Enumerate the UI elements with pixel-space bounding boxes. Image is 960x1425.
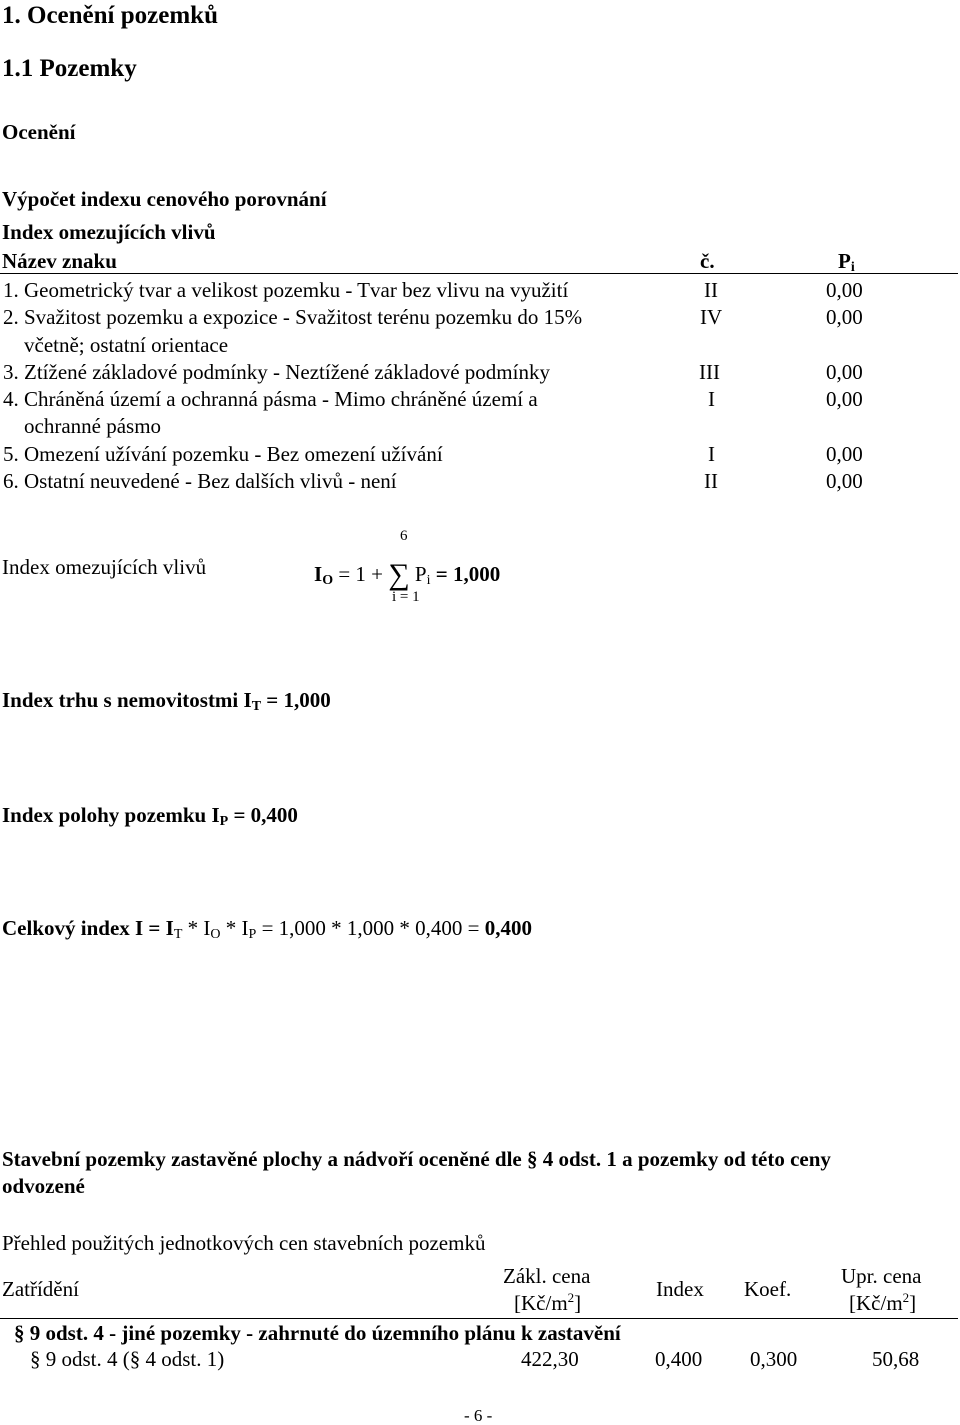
price-row-coef: 0,300 [750, 1347, 798, 1371]
row-value: 0,00 [826, 442, 863, 466]
row-description-cont: ochranné pásmo [24, 414, 162, 438]
total-index [2, 916, 532, 942]
calc-title: Výpočet indexu cenového porovnání [2, 187, 327, 211]
column-header-name: Název znaku [2, 249, 117, 273]
total-index-mul-2: * I [220, 916, 249, 940]
formula-expression [314, 557, 501, 591]
base-price-unit-end: ] [574, 1291, 582, 1315]
row-value: 0,00 [826, 387, 863, 411]
total-index-result: 0,400 [484, 916, 532, 940]
adj-price-unit: [Kč/m [849, 1291, 903, 1315]
price-table-rule [0, 1318, 958, 1319]
row-description: 4. Chráněná území a ochranná pásma - Mimo chráněné území a [3, 387, 538, 411]
total-index-sub-o: O [210, 927, 221, 942]
total-index-mul-1: * I [182, 916, 211, 940]
market-index [2, 688, 331, 714]
adj-price-unit-sup: 2 [902, 1290, 910, 1305]
total-index-sub-t: T [173, 927, 183, 942]
row-number: II [704, 278, 718, 302]
column-header-adjusted-price-unit [849, 1290, 917, 1315]
formula-label: Index omezujících vlivů [2, 555, 207, 579]
column-header-number: č. [700, 249, 715, 273]
formula-result: = 1,000 [430, 562, 501, 586]
pi-symbol: P [414, 562, 427, 586]
overview-title: Přehled použitých jednotkových cen stavebních pozemků [2, 1231, 486, 1255]
market-index-text: Index trhu s nemovitostmi I [2, 688, 252, 712]
column-header-base-price: Zákl. cena [503, 1264, 591, 1288]
market-index-subscript: T [251, 699, 262, 714]
total-index-sub-p: P [248, 927, 257, 942]
column-header-classification: Zatřídění [2, 1277, 79, 1301]
io-subscript: O [322, 573, 334, 588]
column-header-pi [838, 249, 855, 275]
row-description: 3. Ztížené základové podmínky - Neztížené základové podmínky [3, 360, 550, 384]
adj-price-unit-end: ] [909, 1291, 917, 1315]
row-value: 0,00 [826, 278, 863, 302]
column-header-index: Index [656, 1277, 704, 1301]
pi-symbol-subscript: i [426, 573, 431, 588]
row-value: 0,00 [826, 305, 863, 329]
row-description: 1. Geometrický tvar a velikost pozemku - Tvar bez vlivu na využití [3, 278, 569, 302]
row-description: 6. Ostatní neuvedené - Bez dalších vlivů - není [3, 469, 397, 493]
column-header-adjusted-price: Upr. cena [841, 1264, 922, 1288]
sum-lower-limit: i = 1 [392, 589, 420, 605]
pi-subscript: i [850, 260, 855, 275]
price-row-base-price: 422,30 [521, 1347, 579, 1371]
row-description: 2. Svažitost pozemku a expozice - Svažitost terénu pozemku do 15% [3, 305, 583, 329]
sum-upper-limit: 6 [400, 528, 408, 544]
page-number: - 6 - [464, 1406, 493, 1425]
row-number: I [708, 442, 715, 466]
row-number: III [699, 360, 720, 384]
io-symbol: I [314, 562, 323, 586]
row-number: I [708, 387, 715, 411]
formula-eq: = 1 + [333, 562, 389, 586]
row-description: 5. Omezení užívání pozemku - Bez omezení užívání [3, 442, 443, 466]
section-heading: 1.1 Pozemky [2, 55, 137, 82]
price-group-heading: § 9 odst. 4 - jiné pozemky - zahrnuté do územního plánu k zastavění [14, 1321, 621, 1345]
row-number: IV [700, 305, 723, 329]
limits-title: Index omezujících vlivů [2, 220, 216, 244]
total-index-prefix: Celkový index I = I [2, 916, 174, 940]
page-heading: 1. Ocenění pozemků [2, 2, 218, 29]
base-price-unit: [Kč/m [514, 1291, 568, 1315]
sigma-icon: ∑ [388, 558, 410, 591]
price-row-classification: § 9 odst. 4 (§ 4 odst. 1) [30, 1347, 225, 1371]
row-value: 0,00 [826, 360, 863, 384]
location-index-subscript: P [219, 814, 229, 829]
total-index-calc: = 1,000 * 1,000 * 0,400 = [256, 916, 485, 940]
market-index-value: = 1,000 [261, 688, 331, 712]
row-number: II [704, 469, 718, 493]
location-index-value: = 0,400 [228, 803, 298, 827]
column-header-base-price-unit [514, 1290, 582, 1315]
pi-base: P [838, 249, 851, 273]
building-plots-title-cont: odvozené [2, 1174, 85, 1198]
price-row-index: 0,400 [655, 1347, 703, 1371]
column-header-coef: Koef. [744, 1277, 792, 1301]
location-index-text: Index polohy pozemku I [2, 803, 220, 827]
table-header-rule [0, 273, 958, 274]
row-description-cont: včetně; ostatní orientace [24, 333, 229, 357]
base-price-unit-sup: 2 [567, 1290, 575, 1305]
price-row-adjusted-price: 50,68 [872, 1347, 920, 1371]
location-index [2, 803, 298, 829]
valuation-heading: Ocenění [2, 120, 76, 144]
row-value: 0,00 [826, 469, 863, 493]
building-plots-title: Stavební pozemky zastavěné plochy a nádvoří oceněné dle § 4 odst. 1 a pozemky od této ceny [2, 1147, 831, 1171]
